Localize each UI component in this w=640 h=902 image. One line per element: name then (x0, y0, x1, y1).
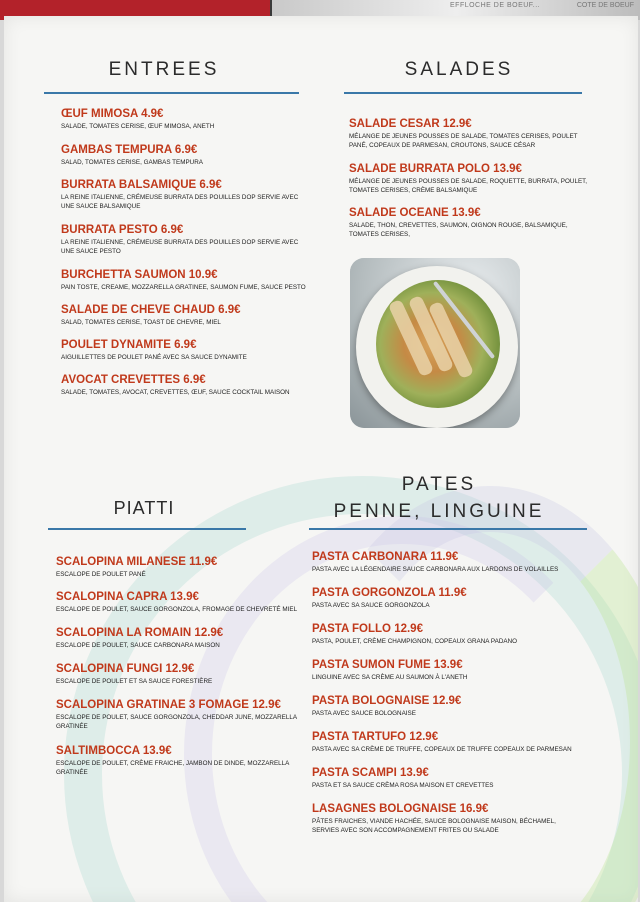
piatti-item (56, 745, 306, 777)
piatti-rule (48, 528, 246, 530)
cut-text-2: COTE DE BOEUF (576, 2, 634, 9)
piatti-item (56, 556, 306, 579)
piatti-item (56, 699, 306, 731)
pates-rule (309, 528, 587, 530)
item-desc: MÉLANGE DE JEUNES POUSSES DE SALADE, TOMATES CERISES, POULET PANÉ, COPEAUX DE PARMESAN, CROUTONS, SAUCE CÉSAR (349, 133, 578, 149)
piatti-item (56, 591, 306, 614)
item-desc: SALADE, TOMATES CERISE, ŒUF MIMOSA, ANETH (61, 123, 215, 130)
pates-title-line1: PATES (401, 474, 477, 495)
item-desc: PASTA AVEC SAUCE BOLOGNAISE (312, 710, 416, 717)
entrees-rule (44, 92, 299, 94)
pates-item (312, 587, 582, 610)
item-name: SALADE CESAR 12.9€ (349, 118, 472, 130)
item-name: LASAGNES BOLOGNAISE 16.9€ (312, 803, 489, 815)
item-name: SCALOPINA CAPRA 13.9€ (56, 591, 199, 603)
item-desc: ESCALOPE DE POULET, SAUCE CARBONARA MAISON (56, 642, 220, 649)
pates-item (312, 803, 582, 835)
item-name: PASTA GORGONZOLA 11.9€ (312, 587, 467, 599)
item-desc: SALADE, TOMATES, AVOCAT, CREVETTES, ŒUF, SAUCE COCKTAIL MAISON (61, 389, 290, 396)
entree-item (61, 269, 311, 292)
pates-item (312, 659, 582, 682)
item-desc: LA REINE ITALIENNE, CRÉMEUSE BURRATA DES POUILLES DOP SERVIE AVEC UNE SAUCE BALSAMIQUE (61, 194, 299, 210)
item-desc: SALAD, TOMATES CERISE, GAMBAS TEMPURA (61, 159, 203, 166)
salades-rule (344, 92, 582, 94)
entree-item (61, 339, 311, 362)
entrees-title: ENTREES (108, 59, 220, 80)
item-name: SCALOPINA LA ROMAIN 12.9€ (56, 627, 224, 639)
salade-item (349, 118, 589, 150)
item-desc: ESCALOPE DE POULET ET SA SAUCE FORESTIÈRE (56, 678, 213, 685)
item-name: GAMBAS TEMPURA 6.9€ (61, 144, 198, 156)
item-desc: PASTA, POULET, CRÈME CHAMPIGNON, COPEAUX GRANA PADANO (312, 638, 518, 645)
item-desc: PASTA AVEC SA CRÈME DE TRUFFE, COPEAUX DE TRUFFE COPEAUX DE PARMESAN (312, 746, 572, 753)
pates-item (312, 731, 582, 754)
item-desc: PASTA ET SA SAUCE CRÈMA ROSA MAISON ET CREVETTES (312, 782, 494, 789)
item-desc: LA REINE ITALIENNE, CRÉMEUSE BURRATA DES POUILLES DOP SERVIE AVEC UNE SAUCE PESTO (61, 239, 299, 255)
item-name: PASTA SUMON FUME 13.9€ (312, 659, 463, 671)
item-name: PASTA TARTUFO 12.9€ (312, 731, 439, 743)
salade-item (349, 163, 589, 195)
item-name: SALTIMBOCCA 13.9€ (56, 745, 172, 757)
item-desc: LINGUINE AVEC SA CRÈME AU SAUMON À L'ANETH (312, 674, 468, 681)
item-desc: SALAD, TOMATES CERISE, TOAST DE CHEVRE, MIEL (61, 319, 221, 326)
item-desc: ESCALOPE DE POULET, CRÈME FRAICHE, JAMBON DE DINDE, MOZZARELLA GRATINÉE (56, 760, 290, 776)
item-desc: SALADE, THON, CREVETTES, SAUMON, OIGNON ROUGE, BALSAMIQUE, TOMATES CERISES, (349, 222, 568, 238)
item-name: SCALOPINA GRATINAE 3 FOMAGE 12.9€ (56, 699, 281, 711)
item-name: PASTA BOLOGNAISE 12.9€ (312, 695, 462, 707)
item-name: BURRATA PESTO 6.9€ (61, 224, 184, 236)
entree-item (61, 179, 311, 211)
entree-item (61, 108, 311, 131)
item-desc: PASTA AVEC LA LÉGENDAIRE SAUCE CARBONARA AUX LARDONS DE VOLAILLES (312, 566, 559, 573)
piatti-title: PIATTI (113, 498, 175, 518)
item-name: SALADE DE CHEVE CHAUD 6.9€ (61, 304, 241, 316)
item-name: SALADE OCEANE 13.9€ (349, 207, 481, 219)
pates-item (312, 551, 582, 574)
item-desc: PAIN TOSTE, CREAME, MOZZARELLA GRATINEE, SAUMON FUME, SAUCE PESTO (61, 284, 306, 291)
piatti-item (56, 627, 306, 650)
item-name: SCALOPINA FUNGI 12.9€ (56, 663, 195, 675)
salade-item (349, 207, 589, 239)
item-name: BURRATA BALSAMIQUE 6.9€ (61, 179, 222, 191)
entree-item (61, 224, 311, 256)
item-desc: ESCALOPE DE POULET, SAUCE GORGONZOLA, CHEDDAR JUNE, MOZZARELLA GRATINÉE (56, 714, 297, 730)
menu-page (4, 16, 638, 902)
item-name: PASTA SCAMPI 13.9€ (312, 767, 429, 779)
item-name: SALADE BURRATA POLO 13.9€ (349, 163, 522, 175)
pates-item (312, 695, 582, 718)
piatti-item (56, 663, 306, 686)
item-name: POULET DYNAMITE 6.9€ (61, 339, 197, 351)
item-desc: PASTA AVEC SA SAUCE GORGONZOLA (312, 602, 430, 609)
item-desc: PÂTES FRAICHES, VIANDE HACHÉE, SAUCE BOLOGNAISE MAISON, BÉCHAMEL, SERVIES AVEC SON ACCOMPAGNEMENT FRITES OU SALADE (312, 818, 556, 834)
entree-item (61, 374, 311, 397)
item-name: ŒUF MIMOSA 4.9€ (61, 108, 164, 120)
salades-title: SALADES (404, 59, 514, 80)
pates-item (312, 767, 582, 790)
item-name: PASTA CARBONARA 11.9€ (312, 551, 459, 563)
item-name: PASTA FOLLO 12.9€ (312, 623, 423, 635)
entree-item (61, 304, 311, 327)
pates-title-line2: PENNE, LINGUINE (333, 501, 545, 522)
entree-item (61, 144, 311, 167)
item-desc: ESCALOPE DE POULET, SAUCE GORGONZOLA, FROMAGE DE CHEVRETÉ MIEL (56, 606, 298, 613)
cut-text-1: EFFLOCHE DE BOEUF... (450, 2, 541, 9)
item-desc: AIGUILLETTES DE POULET PANÉ AVEC SA SAUCE DYNAMITE (61, 354, 247, 361)
item-desc: MÉLANGE DE JEUNES POUSSES DE SALADE, ROQUETTE, BURRATA, POULET, TOMATES CERISES, CRÈME BALSAMIQUE (349, 178, 588, 194)
item-desc: ESCALOPE DE POULET PANÉ (56, 571, 146, 578)
item-name: SCALOPINA MILANESE 11.9€ (56, 556, 218, 568)
pates-item (312, 623, 582, 646)
item-name: BURCHETTA SAUMON 10.9€ (61, 269, 218, 281)
item-name: AVOCAT CREVETTES 6.9€ (61, 374, 206, 386)
salad-photo (350, 258, 520, 428)
